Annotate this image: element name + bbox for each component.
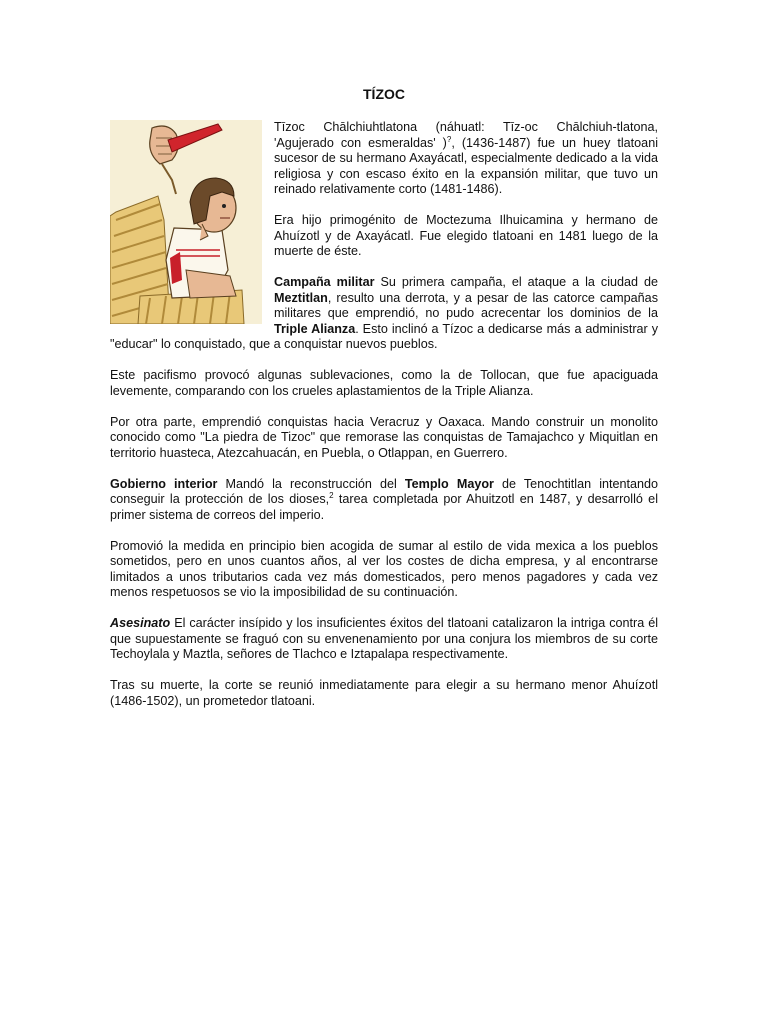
- government-text-a: Mandó la reconstrucción del: [217, 476, 405, 491]
- paragraph-policy: Promovió la medida en principio bien acogida de sumar al estilo de vida mexica a los pueblos sometidos, pero en unos cuantos años, al ver los costes de dicha empresa, y al encontrarse limitados a unos tributarios cada vez más domesticados, pero menos pagadores y cada vez menos respetuosos se vio la imposibilidad de su continuación.: [110, 538, 658, 599]
- tizoc-codex-image: [110, 120, 262, 324]
- government-bold-templo-mayor: Templo Mayor: [404, 476, 494, 491]
- campaign-bold-meztitlan: Meztitlan: [274, 290, 328, 305]
- campaign-text-a: Su primera campaña, el ataque a la ciudad de: [374, 275, 659, 289]
- paragraph-succession: Tras su muerte, la corte se reunió inmediatamente para elegir a su hermano menor Ahuízotl (1486-1502), un prometedor tlatoani.: [110, 678, 658, 708]
- section-heading-government: Gobierno interior: [110, 476, 218, 491]
- paragraph-lineage: Era hijo primogénito de Moctezuma Ilhuicamina y hermano de Ahuízotl y de Axayácatl. Fue elegido tlatoani en 1481 luego de la muerte de éste.: [274, 213, 658, 258]
- government-text-b: de Tenochtitlan intentando conseguir la protección de los dioses,: [110, 476, 659, 506]
- campaign-bold-triple-alianza: Triple Alianza: [274, 321, 356, 336]
- section-heading-campaign: Campaña militar: [274, 275, 375, 289]
- footnote-ref: ?: [446, 134, 452, 144]
- paragraph-pacifism: Este pacifismo provocó algunas sublevaciones, como la de Tollocan, que fue apaciguada levemente, comparando con los crueles aplastamientos de la Triple Alianza.: [110, 368, 658, 398]
- footnote-ref-2: 2: [329, 490, 334, 500]
- paragraph-conquests: Por otra parte, emprendió conquistas hacia Veracruz y Oaxaca. Mando construir un monolito conocido como "La piedra de Tizoc" que remorase las conquistas de Tamajachco y Miquitlan en territorio huasteca, Atezcahuacán, en Puebla, o Otlappan, en Guerrero.: [110, 414, 658, 460]
- government-text-c: tarea completada por Ahuitzotl en 1487, y desarrolló el primer sistema de correos del imperio.: [110, 492, 658, 522]
- campaign-text-b: , resulto una derrota, y a pesar de las catorce campañas militares que emprendió, no pudo acrecentar los dominios de la: [274, 290, 658, 320]
- document-body: [110, 120, 658, 725]
- intro-text-a: Tīzoc Chālchiuhtlatona (náhuatl: Tīz-oc Chālchiuh-tlatona, 'Agujerado con esmeraldas' ): [274, 120, 658, 150]
- assassination-text: El carácter insípido y los insuficientes éxitos del tlatoani catalizaron la intriga contra él que supuestamente se fraguó con su envenenamiento por una conjura los miembros de su corte Techoylala y Maztla, señores de Tlachco e Iztapalapa respectivamente.: [110, 616, 658, 661]
- intro-text-b: , (1436-1487) fue un huey tlatoani sucesor de su hermano Axayácatl, especialmente dedicado a la vida religiosa y con escaso éxito en la expansión militar, que tuvo un reinado relativamente corto (1481-1486).: [274, 135, 658, 196]
- page-title: TÍZOC: [363, 86, 405, 102]
- campaign-text-c: . Esto inclinó a Tízoc a dedicarse más a administrar y "educar" lo conquistado, que a conquistar nuevos pueblos.: [110, 321, 658, 351]
- codex-illustration: [110, 120, 262, 324]
- section-heading-assassination: Asesinato: [110, 616, 171, 630]
- paragraph-government: [110, 477, 658, 524]
- paragraph-assassination: [110, 616, 658, 663]
